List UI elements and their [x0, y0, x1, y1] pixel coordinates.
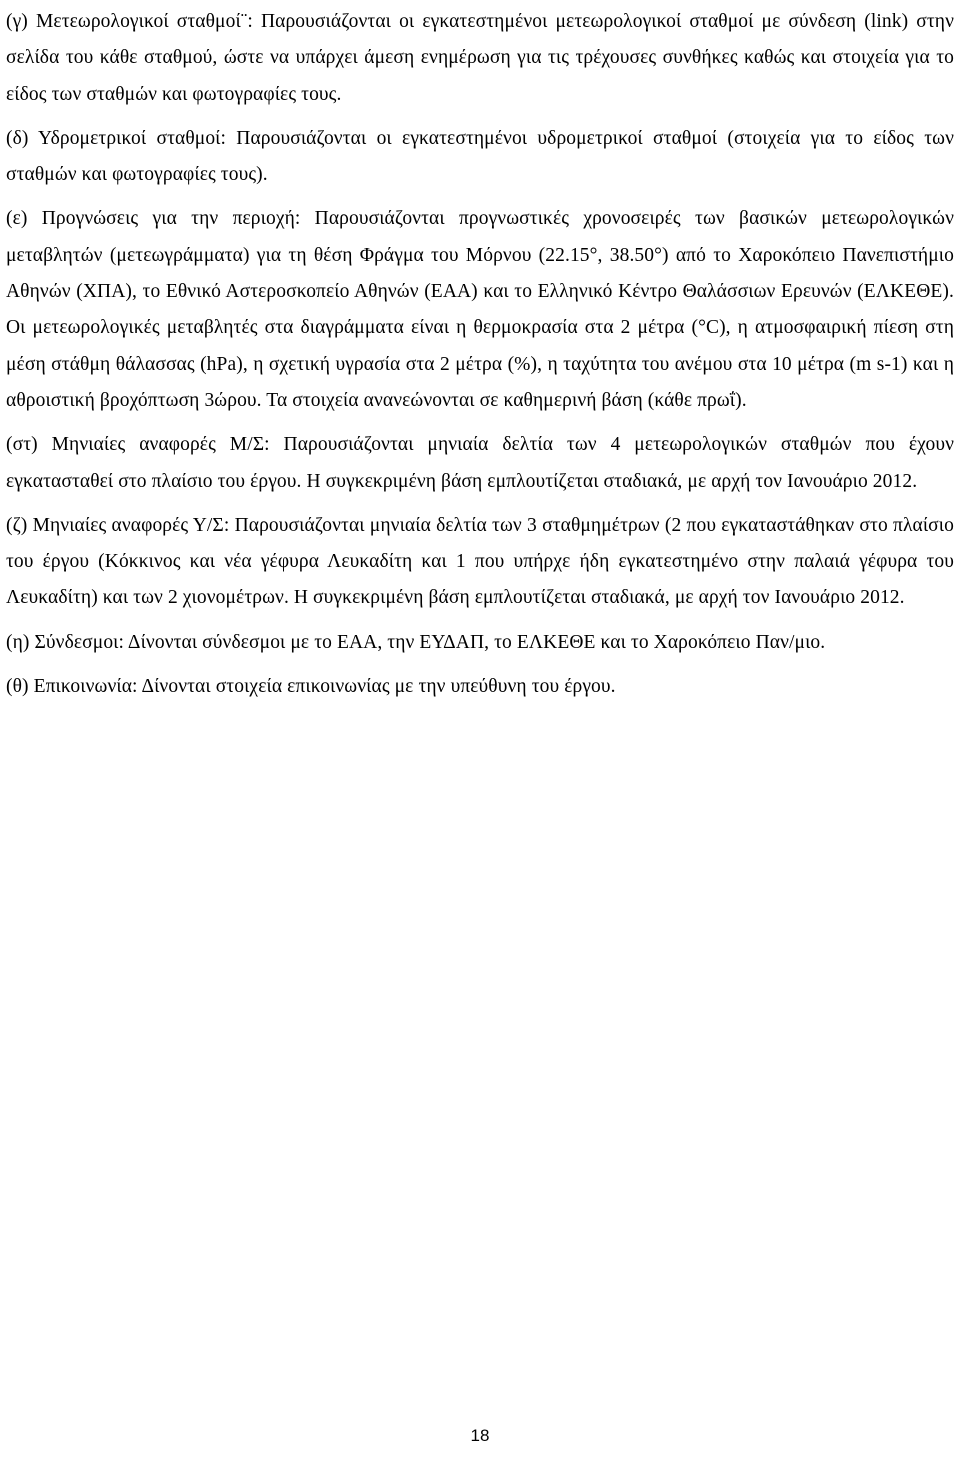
- paragraph-links: (η) Σύνδεσμοι: Δίνονται σύνδεσμοι με το ΕΑΑ, την ΕΥΔΑΠ, το ΕΛΚΕΘΕ και το Χαροκόπειο Παν/μιο.: [6, 631, 826, 653]
- paragraph-monthly-reports-ys: (ζ) Μηνιαίες αναφορές Υ/Σ: Παρουσιάζονται μηνιαία δελτία των 3 σταθμημέτρων (2 που εγκαταστάθηκαν στο πλαίσιο του έργου (Κόκκινος και νέα γέφυρα Λευκαδίτη και 1 που υπήρχε ήδη εγκατεστημένο στην παλαιά γέφυρα του Λευκαδίτη) και των 2 χιονομέτρων. Η συγκεκριμένη βάση εμπλουτίζεται σταδιακά, με αρχή τον Ιανουάριο 2012.: [6, 514, 954, 609]
- document-body: [6, 4, 954, 713]
- paragraph-forecasts: (ε) Προγνώσεις για την περιοχή: Παρουσιάζονται προγνωστικές χρονοσειρές των βασικών μετεωρολογικών μεταβλητών (μετεωγράμματα) για τη θέση Φράγμα του Μόρνου (22.15°, 38.50°) από το Χαροκόπειο Πανεπιστήμιο Αθηνών (ΧΠΑ), το Εθνικό Αστεροσκοπείο Αθηνών (ΕΑΑ) και το Ελληνικό Κέντρο Θαλάσσιων Ερευνών (ΕΛΚΕΘΕ). Οι μετεωρολογικές μεταβλητές στα διαγράμματα είναι η θερμοκρασία στα 2 μέτρα (°C), η ατμοσφαιρική πίεση στη μέση στάθμη θάλασσας (hPa), η σχετική υγρασία στα 2 μέτρα (%), η ταχύτητα του ανέμου στα 10 μέτρα (m s-1) και η αθροιστική βροχόπτωση 3ώρου. Τα στοιχεία ανανεώνονται σε καθημερινή βάση (κάθε πρωΐ).: [6, 208, 954, 411]
- paragraph-contact: (θ) Επικοινωνία: Δίνονται στοιχεία επικοινωνίας με την υπεύθυνη του έργου.: [6, 676, 616, 698]
- page-number: 18: [470, 1426, 490, 1445]
- paragraph-hydrometric-stations: (δ) Υδρομετρικοί σταθμοί: Παρουσιάζονται οι εγκατεστημένοι υδρομετρικοί σταθμοί (στοιχεία για το είδος των σταθμών και φωτογραφίες τους).: [6, 127, 954, 186]
- paragraph-monthly-reports-ms: (στ) Μηνιαίες αναφορές Μ/Σ: Παρουσιάζονται μηνιαία δελτία των 4 μετεωρολογικών σταθμών που έχουν εγκατασταθεί στο πλαίσιο του έργου. Η συγκεκριμένη βάση εμπλουτίζεται σταδιακά, με αρχή τον Ιανουάριο 2012.: [6, 434, 954, 492]
- paragraph-meteorological-stations: (γ) Μετεωρολογικοί σταθμοί¨: Παρουσιάζονται οι εγκατεστημένοι μετεωρολογικοί σταθμοί με σύνδεση (link) στην σελίδα του κάθε σταθμού, ώστε να υπάρχει άμεση ενημέρωση για τις τρέχουσες συνθήκες καθώς και στοιχεία για το είδος των σταθμών και φωτογραφίες τους.: [6, 11, 954, 105]
